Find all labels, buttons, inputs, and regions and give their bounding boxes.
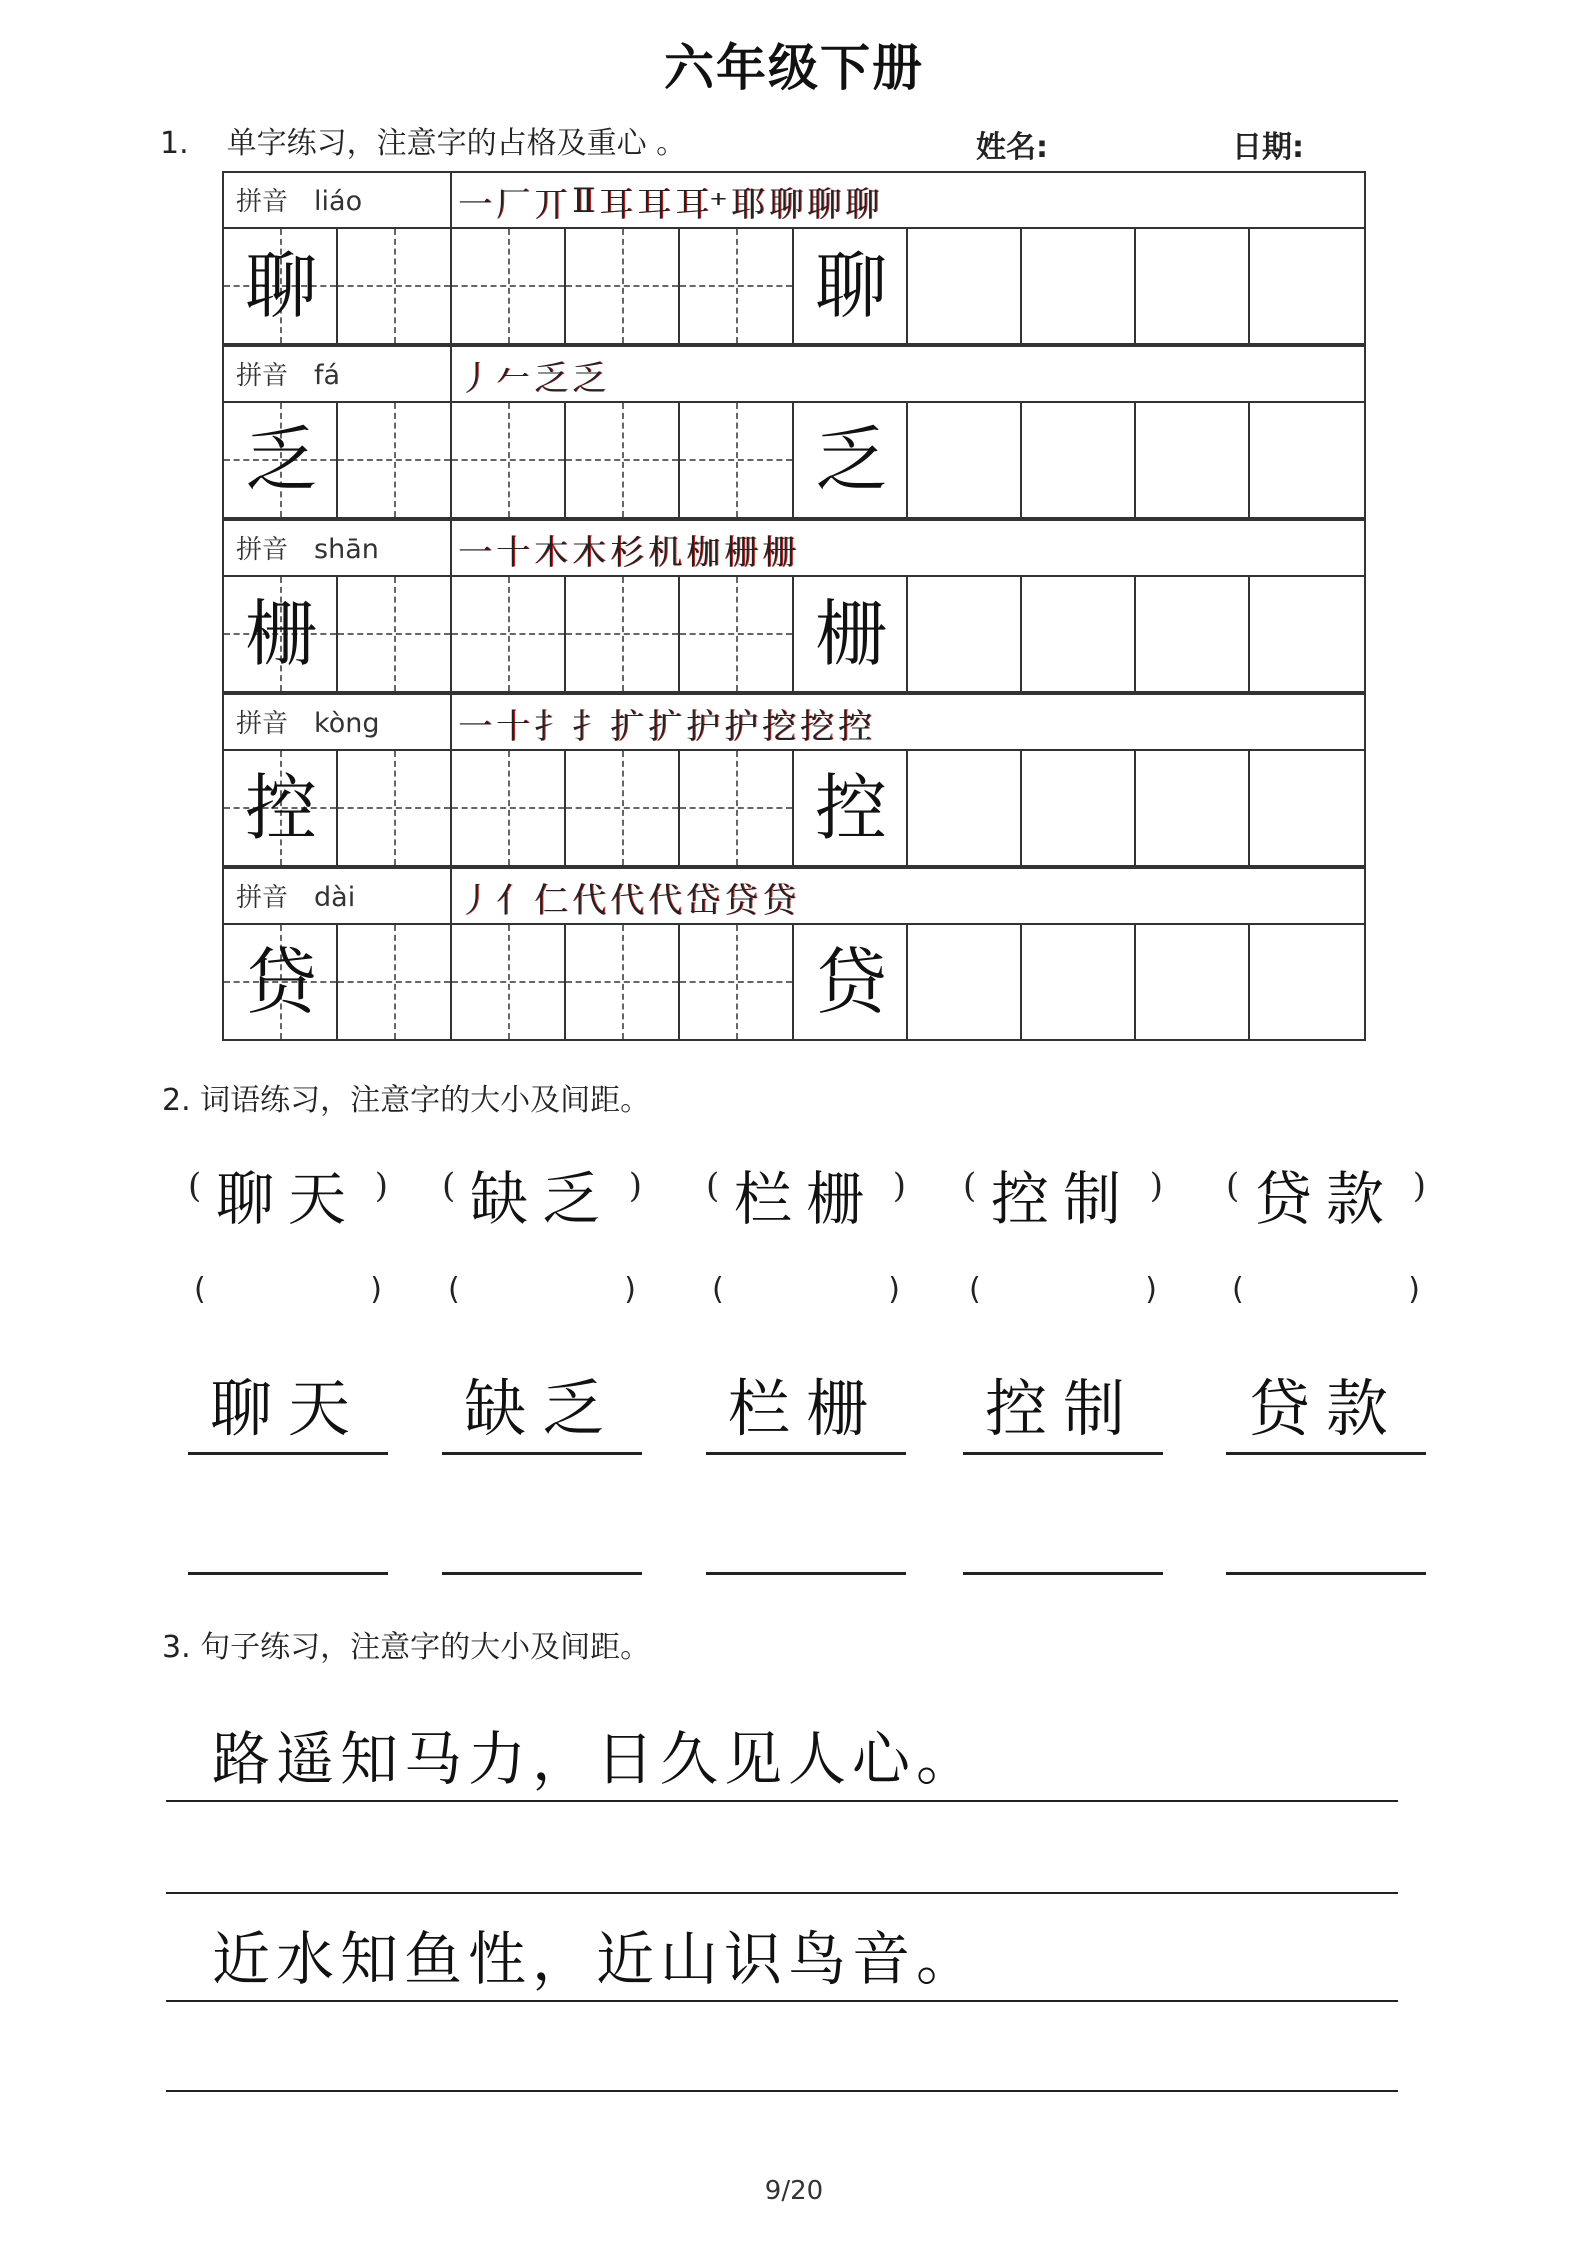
character-row bbox=[222, 229, 1366, 345]
practice-cell[interactable] bbox=[1136, 751, 1250, 865]
stroke-step: 代 bbox=[648, 880, 682, 921]
practice-cell[interactable] bbox=[908, 577, 1022, 691]
paren-right: ) bbox=[1412, 1166, 1426, 1206]
stroke-step: 扌 bbox=[572, 706, 606, 747]
paren-right: ) bbox=[1145, 1272, 1157, 1307]
stroke-order bbox=[458, 873, 800, 921]
pinyin-divider bbox=[450, 869, 452, 923]
practice-cell[interactable] bbox=[1022, 577, 1136, 691]
tian-grid-cell[interactable] bbox=[566, 925, 680, 1039]
guide-line-v bbox=[736, 925, 738, 1039]
date-label: 日期: bbox=[1232, 130, 1304, 165]
paren-left: ( bbox=[188, 1166, 202, 1206]
section1-number: 1. bbox=[160, 126, 189, 161]
tian-grid-cell[interactable] bbox=[452, 403, 566, 517]
word-text: 贷款 bbox=[1253, 1165, 1398, 1233]
pinyin-caption: 拼音 bbox=[236, 883, 289, 913]
section3-instruction: 3. 句子练习，注意字的大小及间距。 bbox=[162, 1630, 651, 1665]
stroke-step: 护 bbox=[724, 706, 758, 747]
stroke-order bbox=[458, 351, 610, 399]
pinyin-answer-box[interactable] bbox=[1226, 1272, 1426, 1316]
stroke-step: 聊 bbox=[807, 184, 842, 225]
sentence-text: 路遥知马力，日久见人心。 bbox=[212, 1725, 981, 1793]
stroke-order bbox=[458, 699, 876, 747]
pinyin-row bbox=[222, 171, 1366, 229]
word-trace-line[interactable] bbox=[442, 1372, 642, 1455]
stroke-step: 枷 bbox=[686, 532, 720, 573]
word-trace-line[interactable] bbox=[963, 1372, 1163, 1455]
character-practice-grid bbox=[222, 171, 1366, 1035]
tian-grid-cell[interactable] bbox=[452, 229, 566, 343]
stroke-step: 贷 bbox=[762, 880, 796, 921]
word-trace-line[interactable] bbox=[1226, 1372, 1426, 1455]
practice-cell[interactable] bbox=[1136, 229, 1250, 343]
paren-left: ( bbox=[706, 1166, 720, 1206]
stroke-step: 栅 bbox=[762, 532, 796, 573]
word-trace-line[interactable] bbox=[706, 1372, 906, 1455]
pinyin-caption: 拼音 bbox=[236, 361, 289, 391]
tian-grid-cell[interactable] bbox=[338, 577, 452, 691]
model-character: 乏 bbox=[244, 418, 317, 502]
pinyin-caption: 拼音 bbox=[236, 535, 289, 565]
pinyin-divider bbox=[450, 695, 452, 749]
stroke-step: 十 bbox=[496, 532, 530, 573]
practice-cell[interactable] bbox=[1022, 751, 1136, 865]
guide-line-v bbox=[622, 403, 624, 517]
stroke-step: 一 bbox=[458, 706, 492, 747]
name-label: 姓名: bbox=[976, 130, 1048, 165]
pinyin-divider bbox=[450, 347, 452, 401]
paren-right: ) bbox=[628, 1166, 642, 1206]
word-model bbox=[442, 1152, 642, 1233]
pinyin-row bbox=[222, 693, 1366, 751]
stroke-step: 扌 bbox=[534, 706, 568, 747]
guide-line-v bbox=[736, 577, 738, 691]
tian-grid-cell[interactable] bbox=[566, 577, 680, 691]
character-row bbox=[222, 925, 1366, 1041]
paren-left: ( bbox=[712, 1272, 724, 1307]
practice-cell[interactable] bbox=[1250, 751, 1364, 865]
section2-instruction: 2. 词语练习，注意字的大小及间距。 bbox=[162, 1083, 651, 1118]
tian-grid-cell[interactable] bbox=[338, 925, 452, 1039]
stroke-order bbox=[458, 177, 883, 225]
guide-line-v bbox=[622, 229, 624, 343]
guide-line-v bbox=[394, 577, 396, 691]
word-writing-line[interactable] bbox=[1226, 1500, 1426, 1575]
tian-grid-cell[interactable] bbox=[680, 229, 794, 343]
guide-line-v bbox=[622, 751, 624, 865]
word-text: 聊天 bbox=[215, 1165, 360, 1233]
stroke-step: 扩 bbox=[648, 706, 682, 747]
pinyin-text: fá bbox=[314, 360, 341, 391]
tian-grid-cell[interactable] bbox=[680, 577, 794, 691]
trace-character: 聊 bbox=[814, 244, 887, 328]
tian-grid-cell[interactable] bbox=[566, 229, 680, 343]
paren-left: ( bbox=[1226, 1166, 1240, 1206]
practice-cell[interactable] bbox=[1250, 229, 1364, 343]
pinyin-caption: 拼音 bbox=[236, 709, 289, 739]
stroke-step: 代 bbox=[610, 880, 644, 921]
stroke-step: 耳 bbox=[637, 184, 672, 225]
stroke-step: 耶 bbox=[731, 184, 766, 225]
paren-left: ( bbox=[1232, 1272, 1244, 1307]
tian-grid-cell[interactable] bbox=[224, 229, 338, 343]
pinyin-text: shān bbox=[314, 534, 379, 565]
practice-cell[interactable] bbox=[1136, 403, 1250, 517]
tian-grid-cell[interactable] bbox=[452, 751, 566, 865]
stroke-step: 机 bbox=[648, 532, 682, 573]
pinyin-divider bbox=[450, 521, 452, 575]
trace-character: 控 bbox=[814, 766, 887, 850]
stroke-step: 一 bbox=[458, 532, 492, 573]
stroke-step: 聊 bbox=[845, 184, 880, 225]
guide-line-v bbox=[508, 751, 510, 865]
guide-line-v bbox=[622, 925, 624, 1039]
word-model bbox=[1226, 1152, 1426, 1233]
word-trace-text: 栏栅 bbox=[727, 1372, 884, 1445]
guide-line-v bbox=[394, 229, 396, 343]
pinyin-caption: 拼音 bbox=[236, 187, 289, 217]
practice-cell[interactable] bbox=[794, 577, 908, 691]
pinyin-label bbox=[236, 181, 362, 218]
practice-cell[interactable] bbox=[1022, 403, 1136, 517]
stroke-step: Ⅱ bbox=[572, 181, 596, 221]
tian-grid-cell[interactable] bbox=[452, 925, 566, 1039]
stroke-step: 贷 bbox=[724, 880, 758, 921]
sentence-text: 近水知鱼性，近山识鸟音。 bbox=[212, 1925, 981, 1993]
tian-grid-cell[interactable] bbox=[680, 403, 794, 517]
guide-line-v bbox=[508, 577, 510, 691]
trace-character: 栅 bbox=[814, 592, 887, 676]
stroke-step: 丿 bbox=[458, 880, 492, 921]
guide-line-v bbox=[394, 403, 396, 517]
word-writing-line[interactable] bbox=[706, 1500, 906, 1575]
stroke-step: 木 bbox=[572, 532, 606, 573]
stroke-step: 挖 bbox=[762, 706, 796, 747]
pinyin-row bbox=[222, 867, 1366, 925]
paren-left: ( bbox=[448, 1272, 460, 1307]
guide-line-v bbox=[394, 925, 396, 1039]
page-title: 六年级下册 bbox=[664, 39, 924, 97]
stroke-step: 代 bbox=[572, 880, 606, 921]
sentence-writing-line[interactable] bbox=[166, 2010, 1398, 2092]
word-trace-text: 控制 bbox=[984, 1372, 1141, 1445]
stroke-step: 耳⁺ bbox=[675, 184, 728, 225]
trace-character: 贷 bbox=[814, 940, 887, 1024]
pinyin-text: liáo bbox=[314, 186, 363, 217]
pinyin-label bbox=[236, 877, 355, 914]
pinyin-row bbox=[222, 345, 1366, 403]
guide-line-v bbox=[622, 577, 624, 691]
stroke-step: 岱 bbox=[686, 880, 720, 921]
word-writing-line[interactable] bbox=[442, 1500, 642, 1575]
stroke-step: 丿 bbox=[458, 358, 492, 399]
guide-line-v bbox=[508, 925, 510, 1039]
practice-cell[interactable] bbox=[794, 403, 908, 517]
practice-cell[interactable] bbox=[1250, 403, 1364, 517]
guide-line-v bbox=[508, 403, 510, 517]
word-text: 控制 bbox=[990, 1165, 1135, 1233]
practice-cell[interactable] bbox=[794, 925, 908, 1039]
practice-cell[interactable] bbox=[794, 751, 908, 865]
pinyin-label bbox=[236, 529, 379, 566]
stroke-step: 丌 bbox=[534, 184, 568, 225]
practice-cell[interactable] bbox=[908, 751, 1022, 865]
word-trace-line[interactable] bbox=[188, 1372, 388, 1455]
word-writing-line[interactable] bbox=[963, 1500, 1163, 1575]
section1-instruction bbox=[160, 118, 686, 162]
stroke-step: 木 bbox=[534, 532, 568, 573]
tian-grid-cell[interactable] bbox=[566, 403, 680, 517]
paren-right: ) bbox=[1408, 1272, 1420, 1307]
pinyin-answer-box[interactable] bbox=[188, 1272, 388, 1316]
stroke-step: 十 bbox=[496, 706, 530, 747]
sentence-model-line[interactable] bbox=[166, 1920, 1398, 2002]
stroke-step: 乏 bbox=[534, 358, 568, 399]
stroke-step: 𠂉 bbox=[496, 358, 530, 399]
stroke-step: 控 bbox=[838, 706, 872, 747]
section1-text: 单字练习，注意字的占格及重心 。 bbox=[226, 126, 687, 161]
pinyin-text: dài bbox=[314, 882, 356, 913]
practice-cell[interactable] bbox=[1136, 577, 1250, 691]
word-model bbox=[706, 1152, 906, 1233]
model-character: 聊 bbox=[244, 244, 317, 328]
model-character: 栅 bbox=[244, 592, 317, 676]
page-number: 9/20 bbox=[764, 2176, 824, 2206]
paren-left: ( bbox=[442, 1166, 456, 1206]
tian-grid-cell[interactable] bbox=[566, 751, 680, 865]
paren-right: ) bbox=[1149, 1166, 1163, 1206]
tian-grid-cell[interactable] bbox=[224, 751, 338, 865]
word-model bbox=[963, 1152, 1163, 1233]
stroke-step: 聊 bbox=[769, 184, 804, 225]
character-row bbox=[222, 577, 1366, 693]
stroke-step: 护 bbox=[686, 706, 720, 747]
pinyin-row bbox=[222, 519, 1366, 577]
tian-grid-cell[interactable] bbox=[452, 577, 566, 691]
tian-grid-cell[interactable] bbox=[680, 925, 794, 1039]
sentence-writing-line[interactable] bbox=[166, 1812, 1398, 1894]
paren-left: ( bbox=[963, 1166, 977, 1206]
stroke-step: 挖 bbox=[800, 706, 834, 747]
stroke-step: 扩 bbox=[610, 706, 644, 747]
guide-line-v bbox=[736, 403, 738, 517]
paren-right: ) bbox=[374, 1166, 388, 1206]
sentence-model-line[interactable] bbox=[166, 1720, 1398, 1802]
model-character: 贷 bbox=[244, 940, 317, 1024]
tian-grid-cell[interactable] bbox=[338, 229, 452, 343]
tian-grid-cell[interactable] bbox=[680, 751, 794, 865]
stroke-step: 仁 bbox=[534, 880, 568, 921]
word-text: 栏栅 bbox=[733, 1165, 878, 1233]
word-text: 缺乏 bbox=[469, 1165, 614, 1233]
pinyin-answer-box[interactable] bbox=[706, 1272, 906, 1316]
stroke-step: 乏 bbox=[572, 358, 606, 399]
stroke-step: 亻 bbox=[496, 880, 530, 921]
guide-line-v bbox=[736, 229, 738, 343]
practice-cell[interactable] bbox=[908, 925, 1022, 1039]
paren-right: ) bbox=[370, 1272, 382, 1307]
stroke-step: 一 bbox=[458, 184, 492, 225]
guide-line-v bbox=[394, 751, 396, 865]
guide-line-v bbox=[736, 751, 738, 865]
practice-cell[interactable] bbox=[908, 229, 1022, 343]
practice-cell[interactable] bbox=[1250, 577, 1364, 691]
tian-grid-cell[interactable] bbox=[224, 577, 338, 691]
tian-grid-cell[interactable] bbox=[338, 751, 452, 865]
character-row bbox=[222, 751, 1366, 867]
word-trace-text: 贷款 bbox=[1247, 1372, 1404, 1445]
pinyin-label bbox=[236, 355, 340, 392]
pinyin-label bbox=[236, 703, 379, 740]
practice-cell[interactable] bbox=[1022, 925, 1136, 1039]
guide-line-v bbox=[508, 229, 510, 343]
practice-cell[interactable] bbox=[794, 229, 908, 343]
word-trace-text: 聊天 bbox=[209, 1372, 366, 1445]
practice-cell[interactable] bbox=[1250, 925, 1364, 1039]
pinyin-divider bbox=[450, 173, 452, 227]
word-trace-text: 缺乏 bbox=[463, 1372, 620, 1445]
pinyin-text: kòng bbox=[314, 708, 380, 739]
paren-left: ( bbox=[969, 1272, 981, 1307]
character-row bbox=[222, 403, 1366, 519]
paren-right: ) bbox=[888, 1272, 900, 1307]
practice-cell[interactable] bbox=[908, 403, 1022, 517]
stroke-step: 杉 bbox=[610, 532, 644, 573]
practice-cell[interactable] bbox=[1136, 925, 1250, 1039]
tian-grid-cell[interactable] bbox=[224, 925, 338, 1039]
stroke-step: 耳 bbox=[599, 184, 634, 225]
tian-grid-cell[interactable] bbox=[224, 403, 338, 517]
practice-cell[interactable] bbox=[1022, 229, 1136, 343]
stroke-step: 栅 bbox=[724, 532, 758, 573]
tian-grid-cell[interactable] bbox=[338, 403, 452, 517]
paren-left: ( bbox=[194, 1272, 206, 1307]
paren-right: ) bbox=[892, 1166, 906, 1206]
trace-character: 乏 bbox=[814, 418, 887, 502]
model-character: 控 bbox=[244, 766, 317, 850]
stroke-order bbox=[458, 525, 800, 573]
word-writing-line[interactable] bbox=[188, 1500, 388, 1575]
stroke-step: 厂 bbox=[496, 184, 530, 225]
pinyin-answer-box[interactable] bbox=[963, 1272, 1163, 1316]
pinyin-answer-box[interactable] bbox=[442, 1272, 642, 1316]
word-model bbox=[188, 1152, 388, 1233]
paren-right: ) bbox=[624, 1272, 636, 1307]
